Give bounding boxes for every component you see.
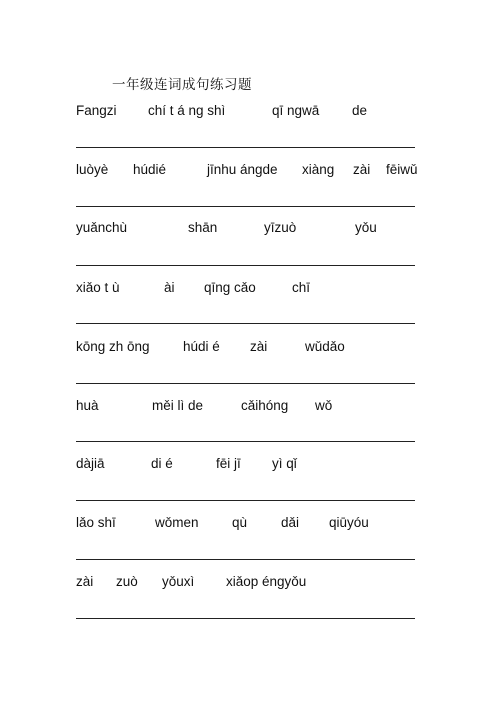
word-tile: cǎihóng [241,398,289,413]
word-tile: jīnhu ángde [207,162,278,177]
word-tile: huà [76,398,99,413]
word-tile: xiǎo t ù [76,280,120,295]
answer-line [76,383,415,384]
word-tile: zài [76,574,94,589]
sentence-row-1 [0,101,500,121]
word-tile: wǔdǎo [305,339,345,354]
answer-line [76,147,415,148]
word-tile: chí t á ng shì [148,103,226,118]
word-tile: húdi é [183,339,220,354]
sentence-row-2 [0,160,500,180]
answer-line [76,618,415,619]
word-tile: yuǎnchù [76,220,128,235]
word-tile: dǎi [281,515,300,530]
word-tile: měi lì de [152,398,204,413]
word-tile: luòyè [76,162,109,177]
sentence-row-8 [0,513,500,533]
word-tile: di é [151,456,173,471]
word-tile: zài [353,162,371,177]
page-title: 一年级连词成句练习题 [112,77,252,93]
word-tile: zuò [116,574,138,589]
word-tile: xiàng [302,162,335,177]
word-tile: qīng cǎo [204,280,256,295]
word-tile: yīzuò [264,220,297,235]
sentence-row-9 [0,572,500,592]
sentence-row-7 [0,454,500,474]
word-tile: chī [292,280,311,295]
word-tile: yì qǐ [272,456,297,471]
answer-line [76,265,415,266]
word-tile: fēiwǔ [386,162,418,177]
word-tile: xiǎop éngyǒu [226,574,307,589]
word-tile: wǒ [315,398,333,413]
answer-line [76,441,415,442]
word-tile: qī ngwā [272,103,320,118]
word-tile: wǒmen [155,515,199,530]
answer-line [76,206,415,207]
word-tile: qù [232,515,248,530]
sentence-row-5 [0,337,500,357]
sentence-row-6 [0,396,500,416]
sentence-row-3 [0,218,500,238]
answer-line [76,559,415,560]
word-tile: qiūyóu [329,515,369,530]
word-tile: zài [250,339,268,354]
word-tile: ài [164,280,175,295]
answer-line [76,500,415,501]
word-tile: yǒu [355,220,377,235]
word-tile: shān [188,220,218,235]
word-tile: yǒuxì [162,574,195,589]
answer-line [76,323,415,324]
word-tile: Fangzi [76,103,117,118]
word-tile: lǎo shī [76,515,116,530]
word-tile: dàjiā [76,456,105,471]
sentence-row-4 [0,278,500,298]
word-tile: fēi jī [216,456,241,471]
word-tile: de [352,103,368,118]
word-tile: húdié [133,162,167,177]
word-tile: kōng zh ōng [76,339,150,354]
